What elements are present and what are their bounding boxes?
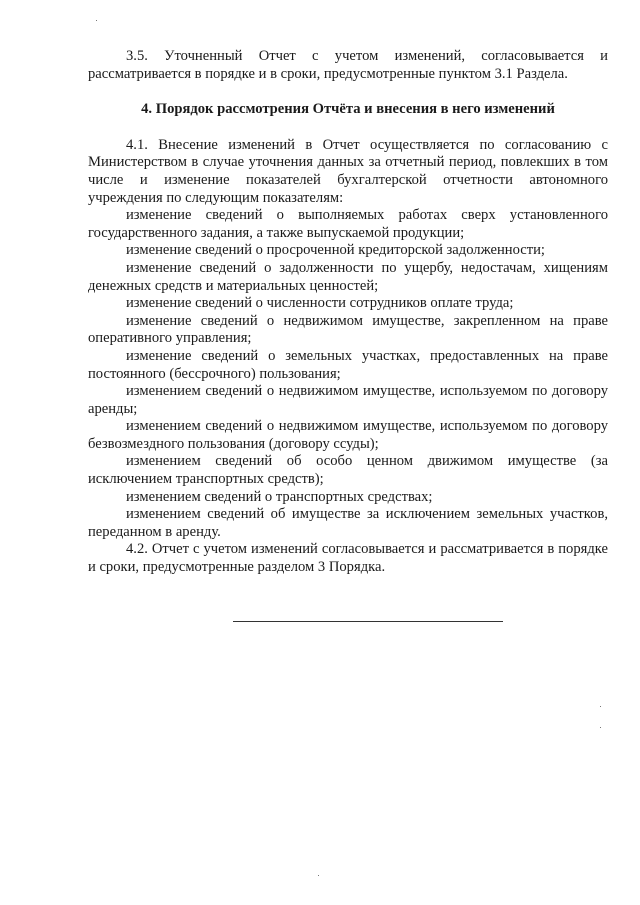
list-item: изменение сведений о задолженности по ущербу, недостачам, хищениям денежных средств и материальных ценностей;	[88, 259, 608, 294]
list-item: изменение сведений о численности сотрудников оплате труда;	[126, 295, 514, 312]
list-item: изменением сведений о транспортных средствах;	[126, 488, 433, 505]
scan-speck	[96, 20, 97, 21]
list-item: изменением сведений об особо ценном движимом имуществе (за исключением транспортных средств);	[88, 453, 608, 488]
list-item: изменением сведений о недвижимом имуществе, используемом по договору аренды;	[88, 383, 608, 417]
list-item: изменение сведений о просроченной кредиторской задолженности;	[126, 242, 545, 259]
paragraph-3-5: 3.5. Уточненный Отчет с учетом изменений, согласовывается и рассматривается в порядке и в сроки, предусмотренные пунктом 3.1 Раздела.	[88, 48, 608, 82]
list-item: изменением сведений об имуществе за исключением земельных участков, переданном в аренду.	[88, 506, 608, 540]
list-item: изменение сведений о выполняемых работах сверх установленного государственного задания, а также выпускаемой продукции;	[88, 207, 608, 241]
paragraph-4-1: 4.1. Внесение изменений в Отчет осуществляется по согласованию с Министерством в случае уточнения данных за отчетный период, повлекших в том числе и изменение показателей бухгалтерской отчетности автономного учреждения по следующим показателям:	[88, 136, 608, 206]
paragraph-4-2: 4.2. Отчет с учетом изменений согласовывается и рассматривается в порядке и сроки, предусмотренные разделом 3 Порядка.	[88, 541, 608, 576]
list-item: изменение сведений о земельных участках, предоставленных на праве постоянного (бессрочного) пользования;	[88, 347, 608, 382]
list-item: изменением сведений о недвижимом имуществе, используемом по договору безвозмездного пользования (договору ссуды);	[88, 418, 608, 452]
scan-speck	[600, 706, 601, 707]
section-heading: 4. Порядок рассмотрения Отчёта и внесения в него изменений	[141, 101, 555, 118]
scan-speck	[318, 875, 319, 876]
scan-speck	[600, 727, 601, 728]
closing-rule	[233, 621, 503, 622]
document-body	[88, 48, 608, 577]
list-item: изменение сведений о недвижимом имуществе, закрепленном на праве оперативного управления;	[88, 312, 608, 347]
